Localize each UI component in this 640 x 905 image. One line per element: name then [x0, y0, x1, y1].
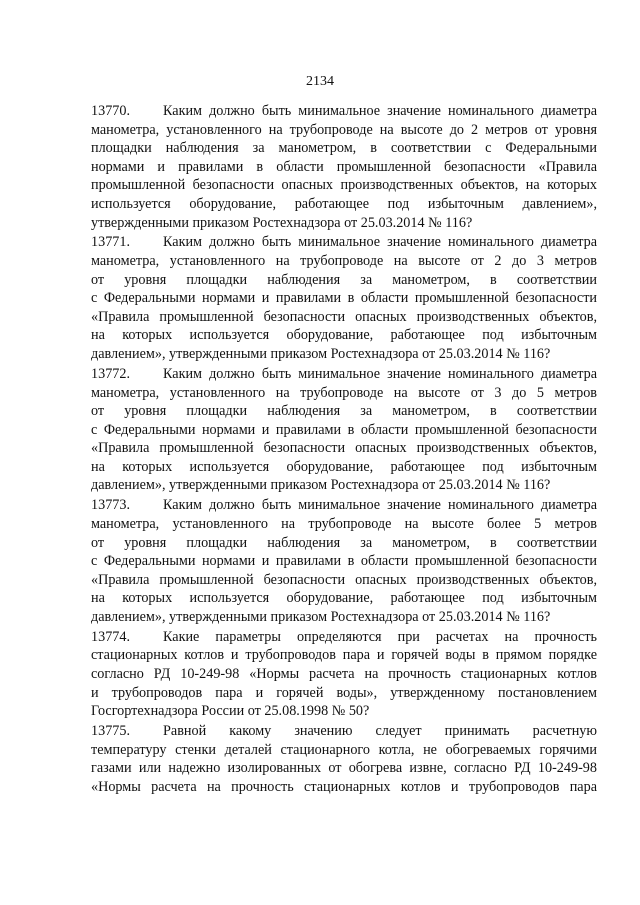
question-13771	[91, 233, 597, 363]
question-number: 13773.	[91, 497, 131, 514]
question-first-line	[91, 365, 597, 384]
question-text-line: площадки наблюдения за манометром, в соответствии с Федеральными	[91, 140, 597, 157]
question-text-line: Каким должно быть минимальное значение номинального диаметра	[163, 365, 597, 382]
question-text-line: от уровня площадки наблюдения за манометром, в соответствии	[91, 403, 597, 420]
question-first-line	[91, 233, 597, 252]
question-text-line: Какие параметры определяются при расчетах на прочность	[163, 628, 597, 645]
question-number: 13775.	[91, 723, 131, 740]
question-text-line: и трубопроводов пара и горячей воды», утвержденному постановлением	[91, 684, 597, 701]
question-first-line	[91, 628, 597, 647]
question-text-line: манометра, установленного на трубопроводе на высоте до 2 метров от уровня	[91, 121, 597, 138]
question-text-line: Каким должно быть минимальное значение номинального диаметра	[163, 497, 597, 514]
question-text-line: от уровня площадки наблюдения за манометром, в соответствии	[91, 534, 597, 551]
question-text-line: «Правила промышленной безопасности опасных производственных объектов,	[91, 571, 597, 588]
question-text-line: газами или надежно изолированных от обогрева извне, согласно РД 10-249-98	[91, 760, 597, 777]
question-text-line: Равной какому значению следует принимать расчетную	[163, 723, 597, 740]
question-text-line: на которых используется оборудование, работающее под избыточным	[91, 327, 597, 344]
question-13773	[91, 496, 597, 626]
question-text-line: от уровня площадки наблюдения за манометром, в соответствии	[91, 271, 597, 288]
question-text-line: Каким должно быть минимальное значение номинального диаметра	[163, 103, 597, 119]
question-first-line	[91, 722, 597, 741]
question-13775	[91, 722, 597, 796]
question-text-line: с Федеральными нормами и правилами в области промышленной безопасности	[91, 553, 597, 570]
question-text-line: температуру стенки деталей стационарного котла, не обогреваемых горячими	[91, 741, 597, 758]
question-text-line: манометра, установленного на трубопроводе на высоте от 3 до 5 метров	[91, 384, 597, 401]
question-text-line: Госгортехнадзора России от 25.08.1998 № 50?	[91, 703, 370, 720]
question-text-line: с Федеральными нормами и правилами в области промышленной безопасности	[91, 421, 597, 438]
question-text-line: утвержденными приказом Ростехнадзора от 25.03.2014 № 116?	[91, 214, 473, 231]
question-text-line: на которых используется оборудование, работающее под избыточным	[91, 458, 597, 475]
question-number: 13771.	[91, 234, 131, 251]
question-number: 13770.	[91, 103, 131, 119]
question-text-line: манометра, установленного на трубопроводе на высоте от 2 до 3 метров	[91, 253, 597, 270]
page-number: 2134	[306, 74, 334, 89]
question-number: 13774.	[91, 628, 131, 645]
question-list	[91, 102, 597, 798]
question-text-line: на которых используется оборудование, работающее под избыточным	[91, 590, 597, 607]
question-text-line: «Правила промышленной безопасности опасных производственных объектов,	[91, 440, 597, 457]
question-text-line: манометра, установленного на трубопроводе на высоте более 5 метров	[91, 515, 597, 532]
question-text-line: с Федеральными нормами и правилами в области промышленной безопасности	[91, 290, 597, 307]
question-text-line: Каким должно быть минимальное значение номинального диаметра	[163, 234, 597, 251]
question-text-line: стационарных котлов и трубопроводов пара и горячей воды в прямом порядке	[91, 647, 597, 664]
question-text-line: давлением», утвержденными приказом Ростехнадзора от 25.03.2014 № 116?	[91, 346, 551, 363]
question-text-line: «Правила промышленной безопасности опасных производственных объектов,	[91, 308, 597, 325]
question-13770	[91, 102, 597, 232]
question-13774	[91, 628, 597, 721]
question-text-line: промышленной безопасности опасных производственных объектов, на которых	[91, 177, 597, 194]
question-first-line	[91, 102, 597, 121]
question-first-line	[91, 496, 597, 515]
question-text-line: «Нормы расчета на прочность стационарных котлов и трубопроводов пара	[91, 778, 597, 795]
question-text-line: нормами и правилами в области промышленной безопасности «Правила	[91, 158, 597, 175]
question-text-line: давлением», утвержденными приказом Ростехнадзора от 25.03.2014 № 116?	[91, 477, 551, 494]
question-number: 13772.	[91, 365, 131, 382]
question-text-line: согласно РД 10-249-98 «Нормы расчета на прочность стационарных котлов	[91, 666, 597, 682]
question-13772	[91, 365, 597, 495]
question-text-line: давлением», утвержденными приказом Ростехнадзора от 25.03.2014 № 116?	[91, 608, 551, 625]
question-text-line: используется оборудование, работающее под избыточным давлением»,	[91, 195, 597, 212]
